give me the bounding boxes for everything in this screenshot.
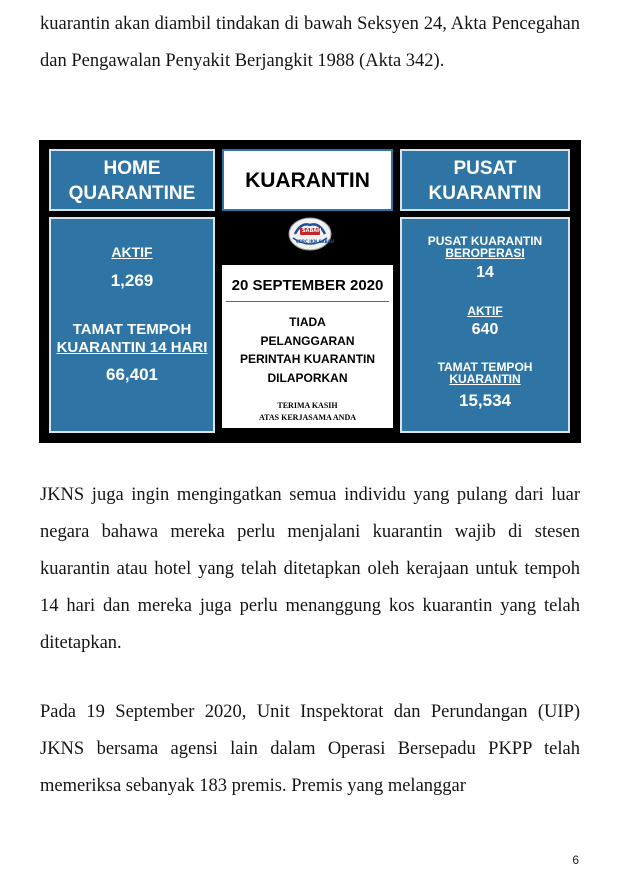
home-quarantine-stats [49, 217, 215, 433]
center-notice-box [222, 265, 393, 428]
pusat-title-line1: PUSAT [453, 158, 517, 179]
home-quarantine-header [49, 149, 215, 211]
pusat-tamat-label-line1: TAMAT TEMPOH [437, 360, 533, 374]
notice-line4: DILAPORKAN [267, 371, 348, 385]
pusat-beroperasi-value: 14 [476, 264, 494, 281]
paragraph-reminder: JKNS juga ingin mengingatkan semua individu yang pulang dari luar negara bahawa mereka perlu menjalani kuarantin wajib di stesen kuarantin atau hotel yang telah ditetapkan oleh kerajaan untuk tempoh 14 hari dan mereka juga perlu menanggung kos kuarantin yang telah ditetapkan. [40, 485, 580, 653]
thanks-line1: TERIMA KASIH [277, 401, 338, 410]
pusat-title-line2: KUARANTIN [428, 183, 542, 204]
notice-line2: PELANGGARAN [260, 334, 355, 348]
pusat-kuarantin-header [400, 149, 570, 211]
notice-line1: TIADA [289, 315, 326, 329]
pusat-tamat-value: 15,534 [459, 391, 511, 410]
paragraph-inspection: Pada 19 September 2020, Unit Inspektorat dan Perundangan (UIP) JKNS bersama agensi lain dalam Operasi Bersepadu PKPP telah memeriksa sebanyak 183 premis. Premis yang melanggar [40, 702, 580, 796]
kuarantin-title-box [222, 149, 393, 211]
home-quarantine-title-line1: HOME [103, 158, 161, 179]
home-aktif-value: 1,269 [110, 271, 154, 290]
notice-line3: PERINTAH KUARANTIN [239, 352, 376, 366]
home-tamat-label-line2: KUARANTIN 14 HARI [56, 339, 208, 356]
pusat-aktif-value: 640 [471, 321, 499, 338]
kuarantin-title: KUARANTIN [245, 169, 370, 192]
paragraph-intro: kuarantin akan diambil tindakan di bawah Seksyen 24, Akta Pencegahan dan Pengawalan Penyakit Berjangkit 1988 (Akta 342). [40, 14, 580, 71]
cprc-logo-subtext: CPRC JKN SABAH [296, 239, 335, 244]
notice-divider [226, 301, 389, 302]
pusat-beroperasi-label-line1: PUSAT KUARANTIN [427, 234, 543, 248]
cprc-logo-icon [287, 216, 333, 252]
thanks-line2: ATAS KERJASAMA ANDA [258, 413, 357, 422]
notice-date: 20 SEPTEMBER 2020 [231, 277, 384, 294]
page-number: 6 [572, 853, 579, 867]
pusat-tamat-label-line2: KUARANTIN [449, 372, 521, 386]
cprc-logo-text: SABAH [302, 228, 322, 234]
pusat-aktif-label: AKTIF [467, 304, 503, 318]
home-aktif-label: AKTIF [111, 244, 153, 260]
home-quarantine-title-line2: QUARANTINE [68, 183, 196, 204]
quarantine-infographic [39, 140, 581, 443]
home-tamat-value: 66,401 [106, 365, 158, 384]
pusat-beroperasi-label-line2: BEROPERASI [445, 246, 525, 260]
pusat-kuarantin-stats [400, 217, 570, 433]
home-tamat-label-line1: TAMAT TEMPOH [72, 321, 192, 338]
